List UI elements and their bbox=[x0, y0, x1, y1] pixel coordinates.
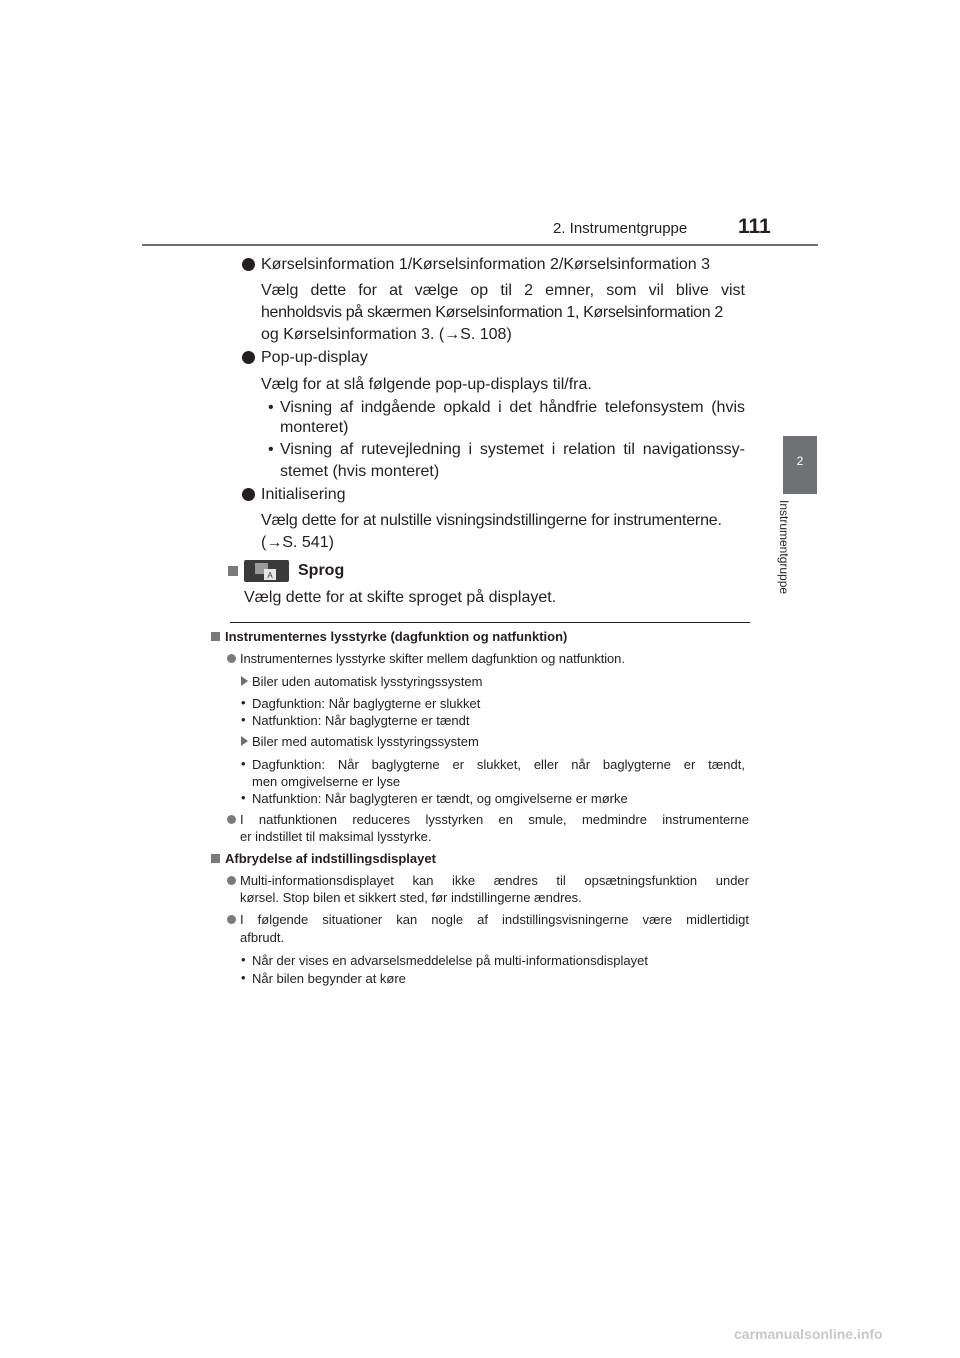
sub-bullet: • bbox=[241, 952, 246, 967]
bullet-icon bbox=[242, 488, 255, 501]
sub-bullet: • bbox=[241, 756, 246, 771]
note-text: Multi-informationsdisplayet kan ikke ændres til opsætningsfunktion under bbox=[240, 873, 749, 888]
note-text: kørsel. Stop bilen et sikkert sted, før indstillingerne ændres. bbox=[240, 890, 582, 905]
note-text: I følgende situationer kan nogle af indstillingsvisningerne være midlertidigt bbox=[240, 912, 749, 927]
chapter-number: 2 bbox=[796, 454, 804, 468]
note-case: Biler uden automatisk lysstyringssystem bbox=[252, 674, 483, 689]
arrow-right-icon bbox=[241, 676, 248, 686]
section-title: 2. Instrumentgruppe bbox=[553, 220, 688, 237]
note-text: Når bilen begynder at køre bbox=[252, 971, 406, 986]
note-marker bbox=[211, 854, 220, 863]
item-text: Vælg dette for at vælge op til 2 emner, som vil blive vist bbox=[261, 282, 745, 299]
note-marker bbox=[211, 632, 220, 641]
sub-bullet: • bbox=[268, 441, 274, 458]
note-text: Dagfunktion: Når baglygterne er slukket, eller når baglygterne er tændt, bbox=[252, 757, 745, 772]
section-divider bbox=[230, 622, 750, 623]
item-text: stemet (hvis monteret) bbox=[280, 463, 440, 480]
note-title-interrupt: Afbrydelse af indstillingsdisplayet bbox=[225, 851, 436, 866]
svg-text:A: A bbox=[267, 571, 273, 580]
item-text: Vælg dette for at skifte sproget på displayet. bbox=[244, 589, 557, 606]
note-bullet-icon bbox=[227, 915, 236, 924]
note-case: Biler med automatisk lysstyringssystem bbox=[252, 734, 479, 749]
item-title-language: Sprog bbox=[298, 562, 345, 579]
note-text: Natfunktion: Når baglygteren er tændt, og omgivelserne er mørke bbox=[252, 791, 628, 806]
note-bullet-icon bbox=[227, 654, 236, 663]
bullet-icon bbox=[242, 351, 255, 364]
note-text: Natfunktion: Når baglygterne er tændt bbox=[252, 713, 470, 728]
note-text: Instrumenternes lysstyrke skifter mellem dagfunktion og natfunktion. bbox=[240, 651, 625, 666]
bullet-icon bbox=[242, 258, 255, 271]
header-divider bbox=[142, 244, 818, 246]
sub-bullet: • bbox=[268, 399, 274, 416]
note-text: Dagfunktion: Når baglygterne er slukket bbox=[252, 696, 481, 711]
sub-bullet: • bbox=[241, 695, 246, 710]
item-title-init: Initialisering bbox=[261, 486, 346, 503]
item-text: Visning af rutevejledning i systemet i relation til navigationssy- bbox=[280, 441, 745, 458]
chapter-tab bbox=[783, 436, 817, 494]
chapter-label: Instrumentgruppe bbox=[777, 500, 791, 595]
note-text: afbrudt. bbox=[240, 930, 285, 945]
chapter-tab-label bbox=[777, 500, 815, 630]
page-number: 111 bbox=[738, 215, 771, 238]
note-text: er indstillet til maksimal lysstyrke. bbox=[240, 829, 432, 844]
note-title-brightness: Instrumenternes lysstyrke (dagfunktion og natfunktion) bbox=[225, 629, 568, 644]
item-text: monteret) bbox=[280, 419, 349, 436]
sub-bullet: • bbox=[241, 970, 246, 985]
note-bullet-icon bbox=[227, 876, 236, 885]
note-text: Når der vises en advarselsmeddelelse på multi-informationsdisplayet bbox=[252, 953, 648, 968]
note-text: men omgivelserne er lyse bbox=[252, 774, 401, 789]
item-text: Vælg for at slå følgende pop-up-displays til/fra. bbox=[261, 376, 592, 393]
item-title-driving-info: Kørselsinformation 1/Kørselsinformation 2/Kørselsinformation 3 bbox=[261, 256, 711, 273]
sub-bullet: • bbox=[241, 712, 246, 727]
item-text: Visning af indgående opkald i det håndfrie telefonsystem (hvis bbox=[280, 399, 745, 416]
item-title-popup: Pop-up-display bbox=[261, 349, 368, 366]
sub-bullet: • bbox=[241, 790, 246, 805]
watermark: carmanualsonline.info bbox=[734, 1326, 883, 1342]
note-bullet-icon bbox=[227, 815, 236, 824]
note-text: I natfunktionen reduceres lysstyrken en smule, medmindre instrumenterne bbox=[240, 812, 749, 827]
item-text: henholdsvis på skærmen Kørselsinformation 1, Kørselsinformation 2 bbox=[261, 304, 723, 321]
arrow-right-icon bbox=[241, 736, 248, 746]
item-text: (→S. 541) bbox=[261, 534, 334, 551]
section-marker bbox=[228, 566, 238, 576]
language-icon bbox=[244, 560, 289, 582]
item-text: Vælg dette for at nulstille visningsindstillingerne for instrumenterne. bbox=[261, 512, 722, 529]
item-text: og Kørselsinformation 3. (→S. 108) bbox=[261, 326, 512, 343]
